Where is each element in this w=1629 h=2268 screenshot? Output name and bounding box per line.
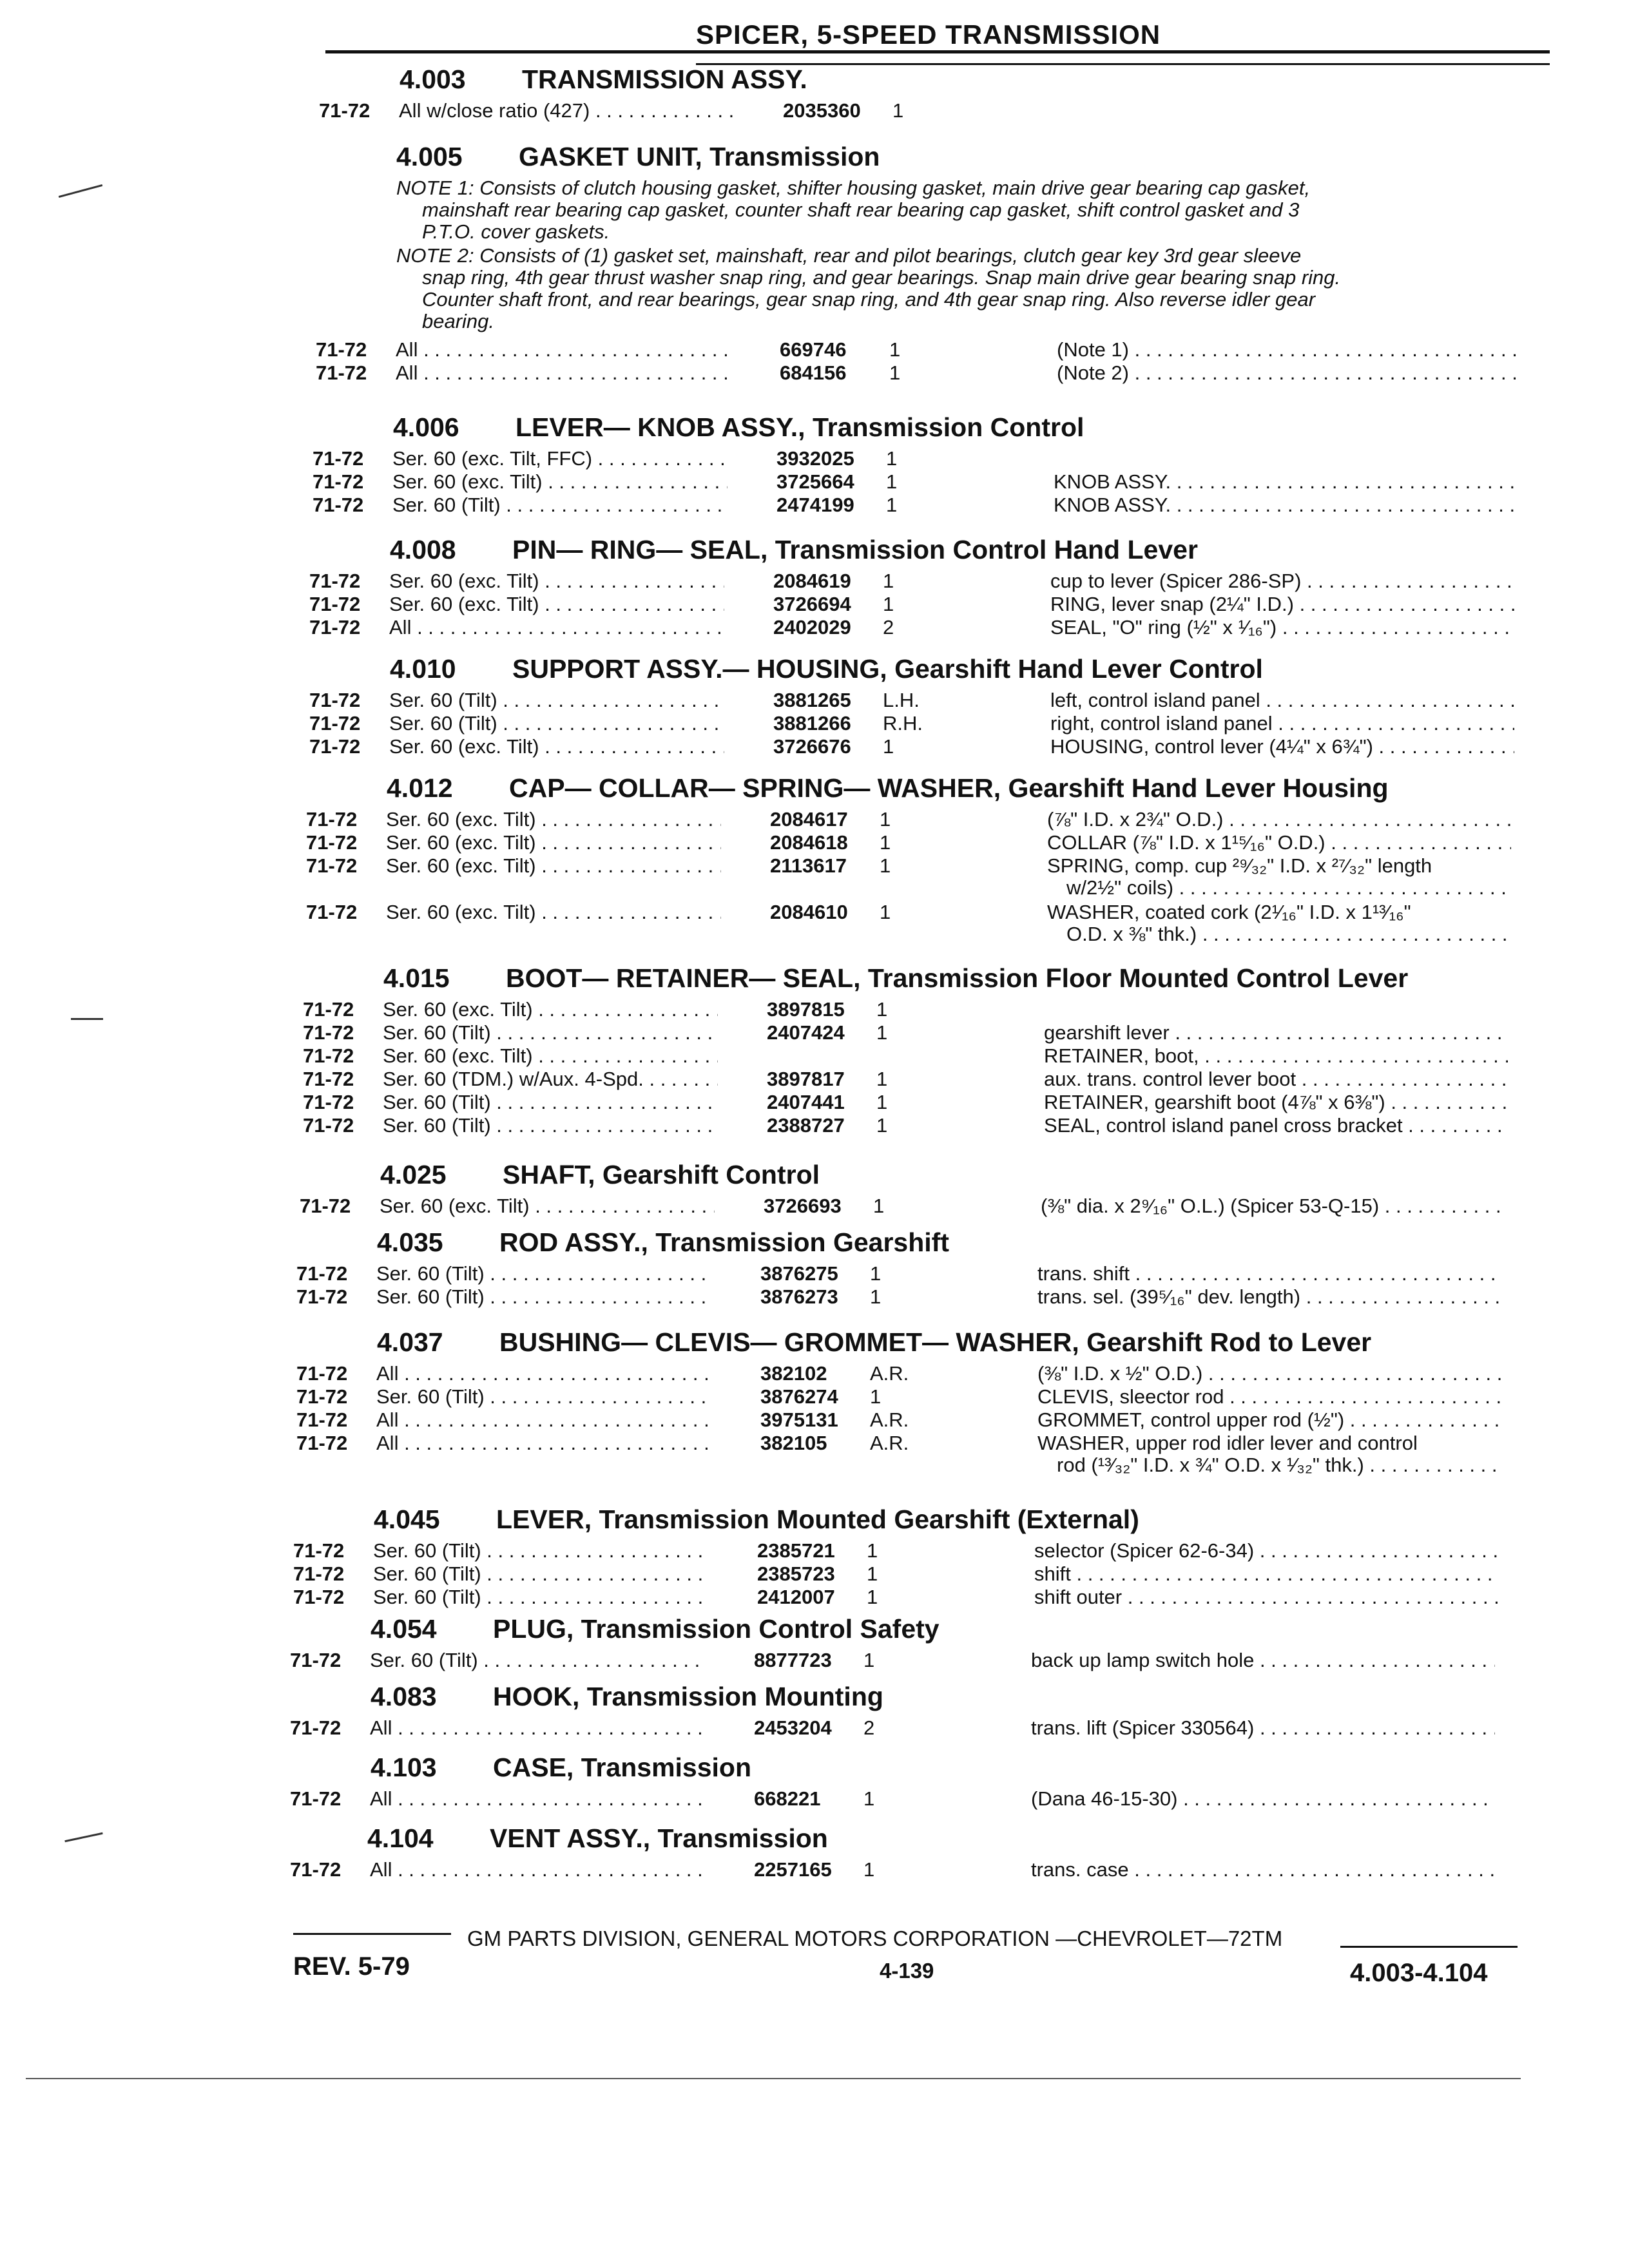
application: Ser. 60 (exc. Tilt) . . . [389, 736, 724, 758]
part-row [293, 1586, 1534, 1608]
quantity: 1 [880, 808, 891, 831]
part-row [296, 1409, 1534, 1431]
part-row [303, 1115, 1534, 1137]
description: trans. shift . . . [1037, 1263, 1501, 1285]
quantity: R.H. [883, 712, 923, 735]
application: All . . . [376, 1363, 711, 1385]
model-years: 71-72 [306, 831, 358, 854]
part-number: 3932025 [776, 447, 854, 470]
part-row [309, 617, 1534, 639]
part-number: 3876274 [760, 1385, 838, 1408]
section-title: SUPPORT ASSY.— HOUSING, Gearshift Hand Lever Control [512, 654, 1263, 684]
description: CLEVIS, sleector rod . . . [1037, 1386, 1501, 1408]
application: Ser. 60 (Tilt) . . . [389, 713, 724, 735]
model-years: 71-72 [316, 361, 367, 384]
application: Ser. 60 (Tilt) . . . [376, 1263, 711, 1285]
part-row [309, 713, 1534, 735]
description: SEAL, control island panel cross bracket . . . [1044, 1115, 1508, 1137]
part-row [303, 1022, 1534, 1044]
model-years: 71-72 [300, 1195, 351, 1217]
section-number: 4.025 [380, 1160, 447, 1189]
description-continued: O.D. x ⅜" thk.) . . . [1066, 923, 1511, 945]
title-underline [696, 63, 1550, 65]
section-title: CASE, Transmission [493, 1753, 752, 1782]
quantity: 1 [880, 831, 891, 854]
description: right, control island panel . . . [1050, 713, 1514, 735]
application: Ser. 60 (Tilt) . . . [373, 1540, 708, 1562]
description: (Dana 46-15-30) . . . [1031, 1788, 1495, 1810]
application: All . . . [389, 617, 724, 639]
model-years: 71-72 [303, 998, 354, 1021]
quantity: 1 [892, 99, 904, 122]
note-line: NOTE 2: Consists of (1) gasket set, mainshaft, rear and pilot bearings, clutch gear key 3rd gear sleeve [396, 244, 1302, 267]
quantity: 1 [870, 1285, 882, 1308]
application: Ser. 60 (exc. Tilt) . . . [386, 832, 721, 854]
model-years: 71-72 [296, 1285, 348, 1308]
application: Ser. 60 (TDM.) w/Aux. 4-Spd. . . . [383, 1068, 718, 1090]
description: trans. lift (Spicer 330564) . . . [1031, 1717, 1495, 1739]
part-row [296, 1363, 1534, 1385]
footer-revision: REV. 5-79 [293, 1952, 410, 1981]
section-title: PIN— RING— SEAL, Transmission Control Hand Lever [512, 535, 1198, 564]
section-title: PLUG, Transmission Control Safety [493, 1614, 940, 1644]
part-number: 2035360 [783, 99, 861, 122]
part-row [303, 1068, 1534, 1090]
model-years: 71-72 [290, 1649, 342, 1671]
application: Ser. 60 (Tilt) . . . [383, 1115, 718, 1137]
note-line: NOTE 1: Consists of clutch housing gasket, shifter housing gasket, main drive gear bearing cap gasket, [396, 177, 1311, 199]
model-years: 71-72 [309, 593, 361, 615]
application: Ser. 60 (Tilt) . . . [389, 689, 724, 711]
part-number: 3975131 [760, 1408, 838, 1431]
quantity: 1 [889, 361, 901, 384]
part-row [303, 1045, 1534, 1067]
part-number: 2257165 [754, 1858, 832, 1881]
application: All . . . [376, 1432, 711, 1454]
part-number: 2474199 [776, 494, 854, 516]
section-number: 4.006 [393, 412, 459, 442]
application: All . . . [396, 362, 731, 384]
description: left, control island panel . . . [1050, 689, 1514, 711]
part-number: 3726694 [773, 593, 851, 615]
section-heading [390, 535, 1198, 565]
application: All w/close ratio (427) . . . [399, 100, 734, 122]
model-years: 71-72 [319, 99, 371, 122]
quantity: A.R. [870, 1432, 909, 1454]
footer-page-number: 4-139 [880, 1959, 934, 1983]
description: HOUSING, control lever (4¼" x 6¾") . . . [1050, 736, 1514, 758]
section-number: 4.035 [377, 1227, 443, 1257]
part-row [313, 448, 1534, 470]
part-number: 3897817 [767, 1068, 845, 1090]
model-years: 71-72 [296, 1432, 348, 1454]
part-row [296, 1432, 1534, 1476]
section-heading [371, 1682, 883, 1712]
quantity: 1 [870, 1262, 882, 1285]
header-rule [325, 50, 1550, 53]
description: KNOB ASSY. . . . [1054, 494, 1518, 516]
application: Ser. 60 (exc. Tilt) . . . [389, 593, 724, 615]
application: Ser. 60 (exc. Tilt, FFC) . . . [392, 448, 728, 470]
section-title: CAP— COLLAR— SPRING— WASHER, Gearshift Hand Lever Housing [509, 773, 1389, 803]
description: cup to lever (Spicer 286-SP) . . . [1050, 570, 1514, 592]
part-number: 2407441 [767, 1091, 845, 1113]
model-years: 71-72 [293, 1586, 345, 1608]
part-number: 2084619 [773, 570, 851, 592]
quantity: 1 [867, 1539, 878, 1562]
margin-mark [71, 1018, 103, 1020]
application: Ser. 60 (Tilt) . . . [376, 1286, 711, 1308]
quantity: 1 [867, 1586, 878, 1608]
section-heading [377, 1327, 1371, 1358]
application: Ser. 60 (Tilt) . . . [383, 1091, 718, 1113]
quantity: 1 [873, 1195, 885, 1217]
part-number: 3881266 [773, 712, 851, 735]
application: Ser. 60 (Tilt) . . . [373, 1563, 708, 1585]
part-row [290, 1649, 1534, 1671]
section-number: 4.054 [371, 1614, 437, 1644]
description: trans. sel. (39⁵⁄₁₆" dev. length) . . . [1037, 1286, 1501, 1308]
footer-item-range: 4.003-4.104 [1350, 1959, 1488, 1987]
section-heading [387, 773, 1389, 803]
description: shift . . . [1034, 1563, 1498, 1585]
footer-rule-right [1340, 1946, 1518, 1948]
section-number: 4.005 [396, 142, 463, 171]
model-years: 71-72 [309, 712, 361, 735]
model-years: 71-72 [296, 1408, 348, 1431]
quantity: 1 [883, 593, 894, 615]
part-row [306, 809, 1534, 831]
part-row [296, 1386, 1534, 1408]
model-years: 71-72 [309, 735, 361, 758]
quantity: 1 [889, 338, 901, 361]
section-title: SHAFT, Gearshift Control [503, 1160, 820, 1189]
description: (⅜" dia. x 2⁹⁄₁₆" O.L.) (Spicer 53-Q-15) . . . [1041, 1195, 1505, 1217]
part-number: 2084610 [770, 901, 848, 923]
part-row [290, 1859, 1534, 1881]
section-number: 4.045 [374, 1504, 440, 1534]
description: SPRING, comp. cup ²⁹⁄₃₂" I.D. x ²⁷⁄₃₂" length [1047, 855, 1432, 877]
model-years: 71-72 [313, 470, 364, 493]
description: (Note 2) . . . [1057, 362, 1521, 384]
part-row [309, 570, 1534, 592]
section-number: 4.012 [387, 773, 453, 803]
quantity: 1 [883, 735, 894, 758]
description: COLLAR (⅞" I.D. x 1¹⁵⁄₁₆" O.D.) . . . [1047, 832, 1511, 854]
part-number: 2084618 [770, 831, 848, 854]
model-years: 71-72 [313, 494, 364, 516]
model-years: 71-72 [309, 616, 361, 639]
part-row [309, 689, 1534, 711]
model-years: 71-72 [303, 1021, 354, 1044]
section-heading [393, 412, 1084, 443]
section-number: 4.037 [377, 1327, 443, 1357]
section-heading [371, 1614, 940, 1644]
section-number: 4.103 [371, 1753, 437, 1782]
quantity: L.H. [883, 689, 920, 711]
section-number: 4.008 [390, 535, 456, 564]
margin-mark [64, 1832, 102, 1842]
application: Ser. 60 (exc. Tilt) . . . [386, 809, 721, 831]
note-line: mainshaft rear bearing cap gasket, counter shaft rear bearing cap gasket, shift control gasket and 3 [422, 198, 1300, 221]
quantity: 1 [886, 494, 898, 516]
description: gearshift lever . . . [1044, 1022, 1508, 1044]
description: (⅜" I.D. x ½" O.D.) . . . [1037, 1363, 1501, 1385]
model-years: 71-72 [309, 689, 361, 711]
section-heading [383, 963, 1408, 994]
section-heading [396, 142, 880, 172]
part-row [303, 999, 1534, 1021]
part-number: 2412007 [757, 1586, 835, 1608]
part-number: 3897815 [767, 998, 845, 1021]
application: Ser. 60 (Tilt) . . . [373, 1586, 708, 1608]
description-continued: rod (¹³⁄₃₂" I.D. x ¾" O.D. x ¹⁄₃₂" thk.) . . . [1057, 1454, 1501, 1476]
section-heading [377, 1227, 949, 1258]
part-number: 3876275 [760, 1262, 838, 1285]
quantity: 1 [880, 901, 891, 923]
part-number: 2402029 [773, 616, 851, 639]
description: shift outer . . . [1034, 1586, 1498, 1608]
part-row [309, 593, 1534, 615]
section-heading [380, 1160, 820, 1190]
section-heading [400, 64, 807, 95]
note-line: P.T.O. cover gaskets. [422, 220, 610, 243]
application: Ser. 60 (exc. Tilt) . . . [386, 855, 721, 877]
quantity: 1 [870, 1385, 882, 1408]
section-title: VENT ASSY., Transmission [490, 1823, 828, 1853]
part-number: 3726693 [764, 1195, 842, 1217]
quantity: 1 [876, 1021, 888, 1044]
part-row [296, 1286, 1534, 1308]
quantity: 1 [867, 1562, 878, 1585]
quantity: 1 [883, 570, 894, 592]
quantity: 1 [886, 470, 898, 493]
model-years: 71-72 [296, 1262, 348, 1285]
part-row [290, 1788, 1534, 1810]
quantity: 1 [876, 1114, 888, 1137]
model-years: 71-72 [303, 1044, 354, 1067]
description: RING, lever snap (2¼" I.D.) . . . [1050, 593, 1514, 615]
section-title: LEVER, Transmission Mounted Gearshift (External) [496, 1504, 1139, 1534]
part-number: 684156 [780, 361, 847, 384]
section-title: TRANSMISSION ASSY. [522, 64, 807, 94]
model-years: 71-72 [293, 1539, 345, 1562]
part-row [303, 1091, 1534, 1113]
quantity: 1 [863, 1787, 875, 1810]
model-years: 71-72 [290, 1716, 342, 1739]
part-number: 3726676 [773, 735, 851, 758]
quantity: 1 [886, 447, 898, 470]
quantity: 1 [863, 1649, 875, 1671]
section-title: BOOT— RETAINER— SEAL, Transmission Floor Mounted Control Lever [506, 963, 1409, 993]
description-continued: w/2½" coils) . . . [1066, 877, 1511, 899]
quantity: 1 [876, 1091, 888, 1113]
part-number: 3725664 [776, 470, 854, 493]
model-years: 71-72 [313, 447, 364, 470]
application: All . . . [370, 1717, 705, 1739]
section-number: 4.083 [371, 1682, 437, 1711]
section-title: LEVER— KNOB ASSY., Transmission Control [516, 412, 1084, 442]
application: Ser. 60 (exc. Tilt) . . . [389, 570, 724, 592]
part-number: 2084617 [770, 808, 848, 831]
note-line: snap ring, 4th gear thrust washer snap ring, and gear bearings. Snap main drive gear bearing snap ring. [422, 266, 1341, 289]
description: (⅞" I.D. x 2¾" O.D.) . . . [1047, 809, 1511, 831]
part-row [296, 1263, 1534, 1285]
quantity: A.R. [870, 1362, 909, 1385]
part-number: 3881265 [773, 689, 851, 711]
model-years: 71-72 [316, 338, 367, 361]
part-number: 2385721 [757, 1539, 835, 1562]
model-years: 71-72 [296, 1385, 348, 1408]
section-number: 4.104 [367, 1823, 434, 1853]
section-title: GASKET UNIT, Transmission [519, 142, 880, 171]
margin-mark [59, 184, 102, 198]
part-row [293, 1540, 1534, 1562]
note-line: Counter shaft front, and rear bearings, gear snap ring, and 4th gear snap ring. Also reverse idler gear [422, 288, 1316, 311]
section-number: 4.015 [383, 963, 450, 993]
part-row [306, 832, 1534, 854]
application: Ser. 60 (Tilt) . . . [392, 494, 728, 516]
quantity: A.R. [870, 1408, 909, 1431]
part-number: 2453204 [754, 1716, 832, 1739]
model-years: 71-72 [309, 570, 361, 592]
application: All . . . [396, 339, 731, 361]
application: Ser. 60 (exc. Tilt) . . . [383, 1045, 718, 1067]
quantity: 1 [863, 1858, 875, 1881]
section-title: ROD ASSY., Transmission Gearshift [499, 1227, 949, 1257]
section-title: HOOK, Transmission Mounting [493, 1682, 883, 1711]
application: All . . . [370, 1788, 705, 1810]
part-row [313, 471, 1534, 493]
model-years: 71-72 [306, 901, 358, 923]
quantity: 1 [876, 998, 888, 1021]
quantity: 1 [876, 1068, 888, 1090]
footer-publisher: GM PARTS DIVISION, GENERAL MOTORS CORPORATION —CHEVROLET—72TM [467, 1927, 1283, 1950]
footer-rule-left [293, 1933, 451, 1935]
part-row [316, 339, 1534, 361]
description: KNOB ASSY. . . . [1054, 471, 1518, 493]
part-number: 382105 [760, 1432, 827, 1454]
quantity: 2 [883, 616, 894, 639]
application: Ser. 60 (exc. Tilt) . . . [383, 999, 718, 1021]
note-line: bearing. [422, 310, 495, 332]
description: selector (Spicer 62-6-34) . . . [1034, 1540, 1498, 1562]
bottom-scan-line [26, 2078, 1521, 2079]
part-number: 2385723 [757, 1562, 835, 1585]
part-number: 2407424 [767, 1021, 845, 1044]
part-row [293, 1563, 1534, 1585]
section-heading [374, 1504, 1139, 1535]
section-heading [371, 1753, 751, 1783]
part-number: 3876273 [760, 1285, 838, 1308]
section-number: 4.003 [400, 64, 466, 94]
description: back up lamp switch hole . . . [1031, 1649, 1495, 1671]
model-years: 71-72 [293, 1562, 345, 1585]
application: All . . . [370, 1859, 705, 1881]
section-number: 4.010 [390, 654, 456, 684]
application: Ser. 60 (exc. Tilt) . . . [380, 1195, 715, 1217]
part-row [309, 736, 1534, 758]
model-years: 71-72 [303, 1091, 354, 1113]
part-row [306, 855, 1534, 899]
model-years: 71-72 [306, 854, 358, 877]
description: RETAINER, boot, . . . [1044, 1045, 1508, 1067]
model-years: 71-72 [290, 1787, 342, 1810]
part-row [316, 362, 1534, 384]
description: RETAINER, gearshift boot (4⅞" x 6⅜") . . . [1044, 1091, 1508, 1113]
part-row [319, 100, 1534, 122]
part-row [306, 901, 1534, 945]
application: Ser. 60 (exc. Tilt) . . . [386, 901, 721, 923]
description: GROMMET, control upper rod (½") . . . [1037, 1409, 1501, 1431]
part-number: 8877723 [754, 1649, 832, 1671]
application: Ser. 60 (Tilt) . . . [370, 1649, 705, 1671]
application: Ser. 60 (Tilt) . . . [383, 1022, 718, 1044]
part-number: 2113617 [770, 854, 847, 877]
part-number: 2388727 [767, 1114, 845, 1137]
quantity: 2 [863, 1716, 875, 1739]
part-number: 668221 [754, 1787, 821, 1810]
part-row [290, 1717, 1534, 1739]
application: Ser. 60 (exc. Tilt) . . . [392, 471, 728, 493]
part-number: 669746 [780, 338, 847, 361]
part-row [313, 494, 1534, 516]
quantity: 1 [880, 854, 891, 877]
application: All . . . [376, 1409, 711, 1431]
description: WASHER, upper rod idler lever and control [1037, 1432, 1418, 1454]
description: aux. trans. control lever boot . . . [1044, 1068, 1508, 1090]
model-years: 71-72 [290, 1858, 342, 1881]
section-heading [367, 1823, 828, 1854]
model-years: 71-72 [303, 1114, 354, 1137]
section-heading [390, 654, 1263, 684]
part-number: 382102 [760, 1362, 827, 1385]
description: (Note 1) . . . [1057, 339, 1521, 361]
page-title: SPICER, 5-SPEED TRANSMISSION [696, 19, 1161, 50]
section-title: BUSHING— CLEVIS— GROMMET— WASHER, Gearshift Rod to Lever [499, 1327, 1372, 1357]
model-years: 71-72 [303, 1068, 354, 1090]
model-years: 71-72 [296, 1362, 348, 1385]
application: Ser. 60 (Tilt) . . . [376, 1386, 711, 1408]
part-row [300, 1195, 1534, 1217]
description: SEAL, "O" ring (½" x ¹⁄₁₆") . . . [1050, 617, 1514, 639]
description: WASHER, coated cork (2¹⁄₁₆" I.D. x 1¹³⁄₁₆" [1047, 901, 1411, 923]
description: trans. case . . . [1031, 1859, 1495, 1881]
model-years: 71-72 [306, 808, 358, 831]
